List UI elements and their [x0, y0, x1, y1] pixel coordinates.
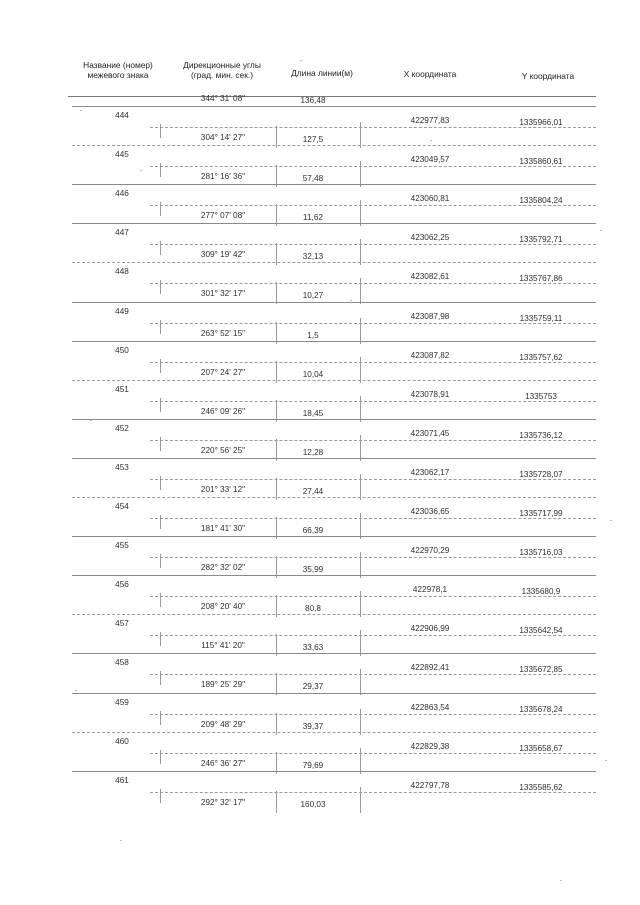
row-divider [72, 771, 596, 772]
mark-number: 459 [115, 697, 129, 707]
mark-number: 450 [115, 345, 129, 355]
column-divider [160, 515, 161, 529]
column-divider [160, 398, 161, 412]
direction-angle: 207° 24' 27" [200, 367, 246, 377]
column-divider [160, 241, 161, 255]
column-divider [360, 318, 361, 344]
column-divider [160, 750, 161, 764]
column-divider [360, 357, 361, 383]
direction-angle: 277° 07' 08" [200, 211, 246, 221]
line-length: 32,13 [302, 252, 324, 262]
y-coordinate: 1335753 [525, 391, 557, 401]
x-coordinate: 423082,61 [410, 272, 450, 282]
line-length: 35,99 [302, 565, 324, 575]
line-length: 27,44 [302, 486, 324, 496]
mark-number: 447 [115, 228, 129, 238]
y-coordinate: 1335804,24 [519, 196, 563, 206]
line-length: 57,48 [302, 174, 324, 184]
column-divider [360, 474, 361, 500]
column-divider [360, 396, 361, 422]
column-divider [160, 163, 161, 177]
y-coordinate: 1335736,12 [519, 430, 563, 440]
line-length: 79,69 [302, 760, 324, 770]
direction-angle: 209° 48' 29" [200, 719, 246, 729]
scan-speck [300, 60, 302, 61]
column-divider [360, 200, 361, 226]
column-divider [360, 239, 361, 265]
direction-angle: 189° 25' 29" [200, 680, 246, 690]
mark-number: 458 [115, 658, 129, 668]
y-coordinate: 1335767,86 [519, 274, 563, 284]
direction-angle: 181° 41' 30" [200, 524, 246, 533]
row-divider [72, 380, 596, 381]
line-length: 80,8 [305, 604, 321, 614]
y-coordinate: 1335759,11 [519, 313, 563, 323]
y-coordinate: 1335860,61 [519, 157, 563, 167]
mark-number: 453 [115, 462, 129, 472]
header-direction-angle: Дирекционные углы (град. мин. сек.) [183, 60, 261, 80]
column-divider [160, 437, 161, 451]
y-coordinate: 1335757,62 [519, 352, 563, 362]
segment-divider [150, 401, 596, 402]
scan-speck [350, 300, 352, 301]
x-coordinate: 423062,25 [410, 233, 450, 243]
column-divider [160, 671, 161, 685]
y-coordinate: 1335680,9 [521, 587, 561, 597]
mark-number: 449 [115, 306, 129, 316]
segment-divider [150, 792, 596, 793]
row-divider [72, 653, 596, 654]
x-coordinate: 423049,57 [410, 155, 450, 165]
x-coordinate: 422970,29 [410, 546, 450, 556]
mark-number: 444 [115, 111, 129, 120]
x-coordinate: 422978,1 [412, 585, 448, 595]
scan-speck [600, 230, 602, 231]
scan-speck [80, 110, 82, 111]
segment-divider [150, 283, 596, 284]
column-divider [360, 552, 361, 578]
direction-angle: 208° 20' 40" [200, 602, 246, 612]
y-coordinate: 1335792,71 [519, 235, 563, 245]
segment-divider [150, 674, 596, 675]
column-divider [160, 280, 161, 294]
column-divider [160, 789, 161, 803]
x-coordinate: 423060,81 [410, 194, 450, 204]
segment-divider [150, 127, 596, 128]
line-length: 33,63 [302, 643, 324, 653]
direction-angle: 246° 36' 27" [200, 758, 246, 768]
row-divider [72, 693, 596, 694]
mark-number: 452 [115, 423, 129, 433]
scan-speck [90, 420, 92, 421]
segment-divider [150, 166, 596, 167]
line-length: 1,5 [307, 330, 319, 340]
y-coordinate: 1335585,62 [519, 782, 563, 792]
x-coordinate: 423062,17 [410, 467, 450, 477]
direction-angle: 246° 09' 26" [200, 406, 246, 416]
line-length: 160,03 [300, 799, 326, 809]
row-divider [72, 536, 596, 537]
direction-angle: 281° 16' 36" [200, 172, 246, 182]
mark-number: 445 [115, 150, 129, 160]
direction-angle: 292° 32' 17" [200, 797, 246, 807]
y-coordinate: 1335716,03 [519, 548, 563, 558]
column-divider [360, 709, 361, 735]
mark-number: 456 [115, 580, 129, 590]
mark-number: 451 [115, 384, 129, 394]
segment-divider [150, 635, 596, 636]
header-x-coordinate: X координата [403, 69, 457, 79]
line-length: 10,27 [302, 291, 324, 301]
scan-speck [75, 690, 77, 691]
column-divider [360, 748, 361, 774]
mark-number: 460 [115, 736, 129, 746]
segment-divider [150, 440, 596, 441]
direction-angle: 301° 32' 17" [200, 289, 246, 299]
direction-angle: 220° 56' 25" [200, 445, 246, 455]
x-coordinate: 423087,98 [410, 311, 450, 321]
line-length: 29,37 [302, 682, 324, 692]
column-divider [160, 202, 161, 216]
segment-divider [150, 596, 596, 597]
row-divider [72, 184, 596, 185]
segment-divider [150, 362, 596, 363]
row-divider [72, 145, 596, 146]
segment-divider [150, 557, 596, 558]
row-divider [72, 262, 596, 263]
mark-number: 446 [115, 189, 129, 199]
scan-speck [560, 880, 562, 881]
x-coordinate: 422797,78 [410, 780, 450, 790]
y-coordinate: 1335678,24 [519, 704, 563, 714]
mark-number: 448 [115, 267, 129, 277]
first-segment-length: 136,48 [300, 96, 326, 105]
y-coordinate: 1335658,67 [519, 743, 563, 753]
direction-angle: 115° 41' 20" [201, 641, 245, 651]
column-divider [160, 320, 161, 334]
column-divider [160, 593, 161, 607]
x-coordinate: 422906,99 [410, 624, 450, 634]
column-divider [160, 632, 161, 646]
y-coordinate: 1335966,01 [519, 118, 563, 127]
row-divider [72, 419, 596, 420]
line-length: 39,37 [302, 721, 324, 731]
row-divider [72, 614, 596, 615]
segment-divider [150, 479, 596, 480]
row-divider [72, 223, 596, 224]
x-coordinate: 423071,45 [410, 428, 450, 438]
line-length: 66,39 [302, 526, 324, 535]
mark-number: 454 [115, 502, 129, 511]
row-divider [72, 732, 596, 733]
y-coordinate: 1335672,85 [519, 665, 563, 675]
segment-divider [150, 244, 596, 245]
direction-angle: 263° 52' 15" [200, 328, 246, 338]
y-coordinate: 1335717,99 [519, 509, 563, 518]
scan-speck [605, 760, 607, 761]
scan-speck [430, 140, 432, 141]
column-divider [360, 122, 361, 148]
scan-speck [140, 170, 142, 171]
column-divider [160, 124, 161, 138]
line-length: 11,62 [303, 213, 323, 223]
mark-number: 455 [115, 541, 129, 551]
column-divider [160, 554, 161, 568]
line-length: 127,5 [302, 135, 324, 144]
x-coordinate: 422892,41 [410, 663, 450, 673]
mark-number: 461 [115, 775, 129, 785]
scan-speck [610, 520, 612, 521]
column-divider [360, 630, 361, 656]
column-divider [160, 711, 161, 725]
y-coordinate: 1335642,54 [519, 626, 563, 636]
first-segment-angle: 344° 31' 08" [200, 94, 246, 103]
column-divider [360, 435, 361, 461]
segment-divider [150, 714, 596, 715]
column-divider [360, 591, 361, 617]
scan-speck [120, 840, 122, 841]
x-coordinate: 422829,38 [410, 741, 450, 751]
direction-angle: 309° 19' 42" [200, 250, 246, 260]
segment-divider [150, 753, 596, 754]
row-divider [72, 458, 596, 459]
row-divider [72, 575, 596, 576]
line-length: 12,28 [302, 447, 324, 457]
direction-angle: 304° 14' 27" [200, 133, 246, 142]
segment-divider [150, 205, 596, 206]
column-divider [360, 787, 361, 813]
x-coordinate: 422977,83 [410, 116, 450, 125]
header-mark-name: Название (номер) межевого знака [83, 60, 153, 80]
column-divider [360, 669, 361, 695]
segment-divider [150, 518, 596, 519]
row-divider [72, 106, 596, 107]
segment-divider [150, 323, 596, 324]
column-divider [160, 359, 161, 373]
x-coordinate: 423078,91 [410, 389, 450, 399]
header-line-length: Длина линии(м) [291, 68, 353, 78]
row-divider [72, 302, 596, 303]
column-divider [360, 513, 361, 539]
column-divider [160, 476, 161, 490]
row-divider [72, 497, 596, 498]
x-coordinate: 423036,65 [410, 507, 450, 516]
x-coordinate: 422863,54 [410, 702, 450, 712]
y-coordinate: 1335728,07 [519, 469, 563, 479]
column-divider [276, 791, 277, 813]
x-coordinate: 423087,82 [410, 350, 450, 360]
header-y-coordinate: Y координата [521, 71, 575, 81]
direction-angle: 201° 33' 12" [200, 484, 246, 494]
column-divider [360, 278, 361, 304]
row-divider [72, 341, 596, 342]
direction-angle: 282° 32' 02" [200, 563, 246, 573]
column-divider [360, 161, 361, 187]
line-length: 10,04 [302, 369, 324, 379]
mark-number: 457 [115, 619, 129, 629]
line-length: 18,45 [302, 408, 324, 418]
